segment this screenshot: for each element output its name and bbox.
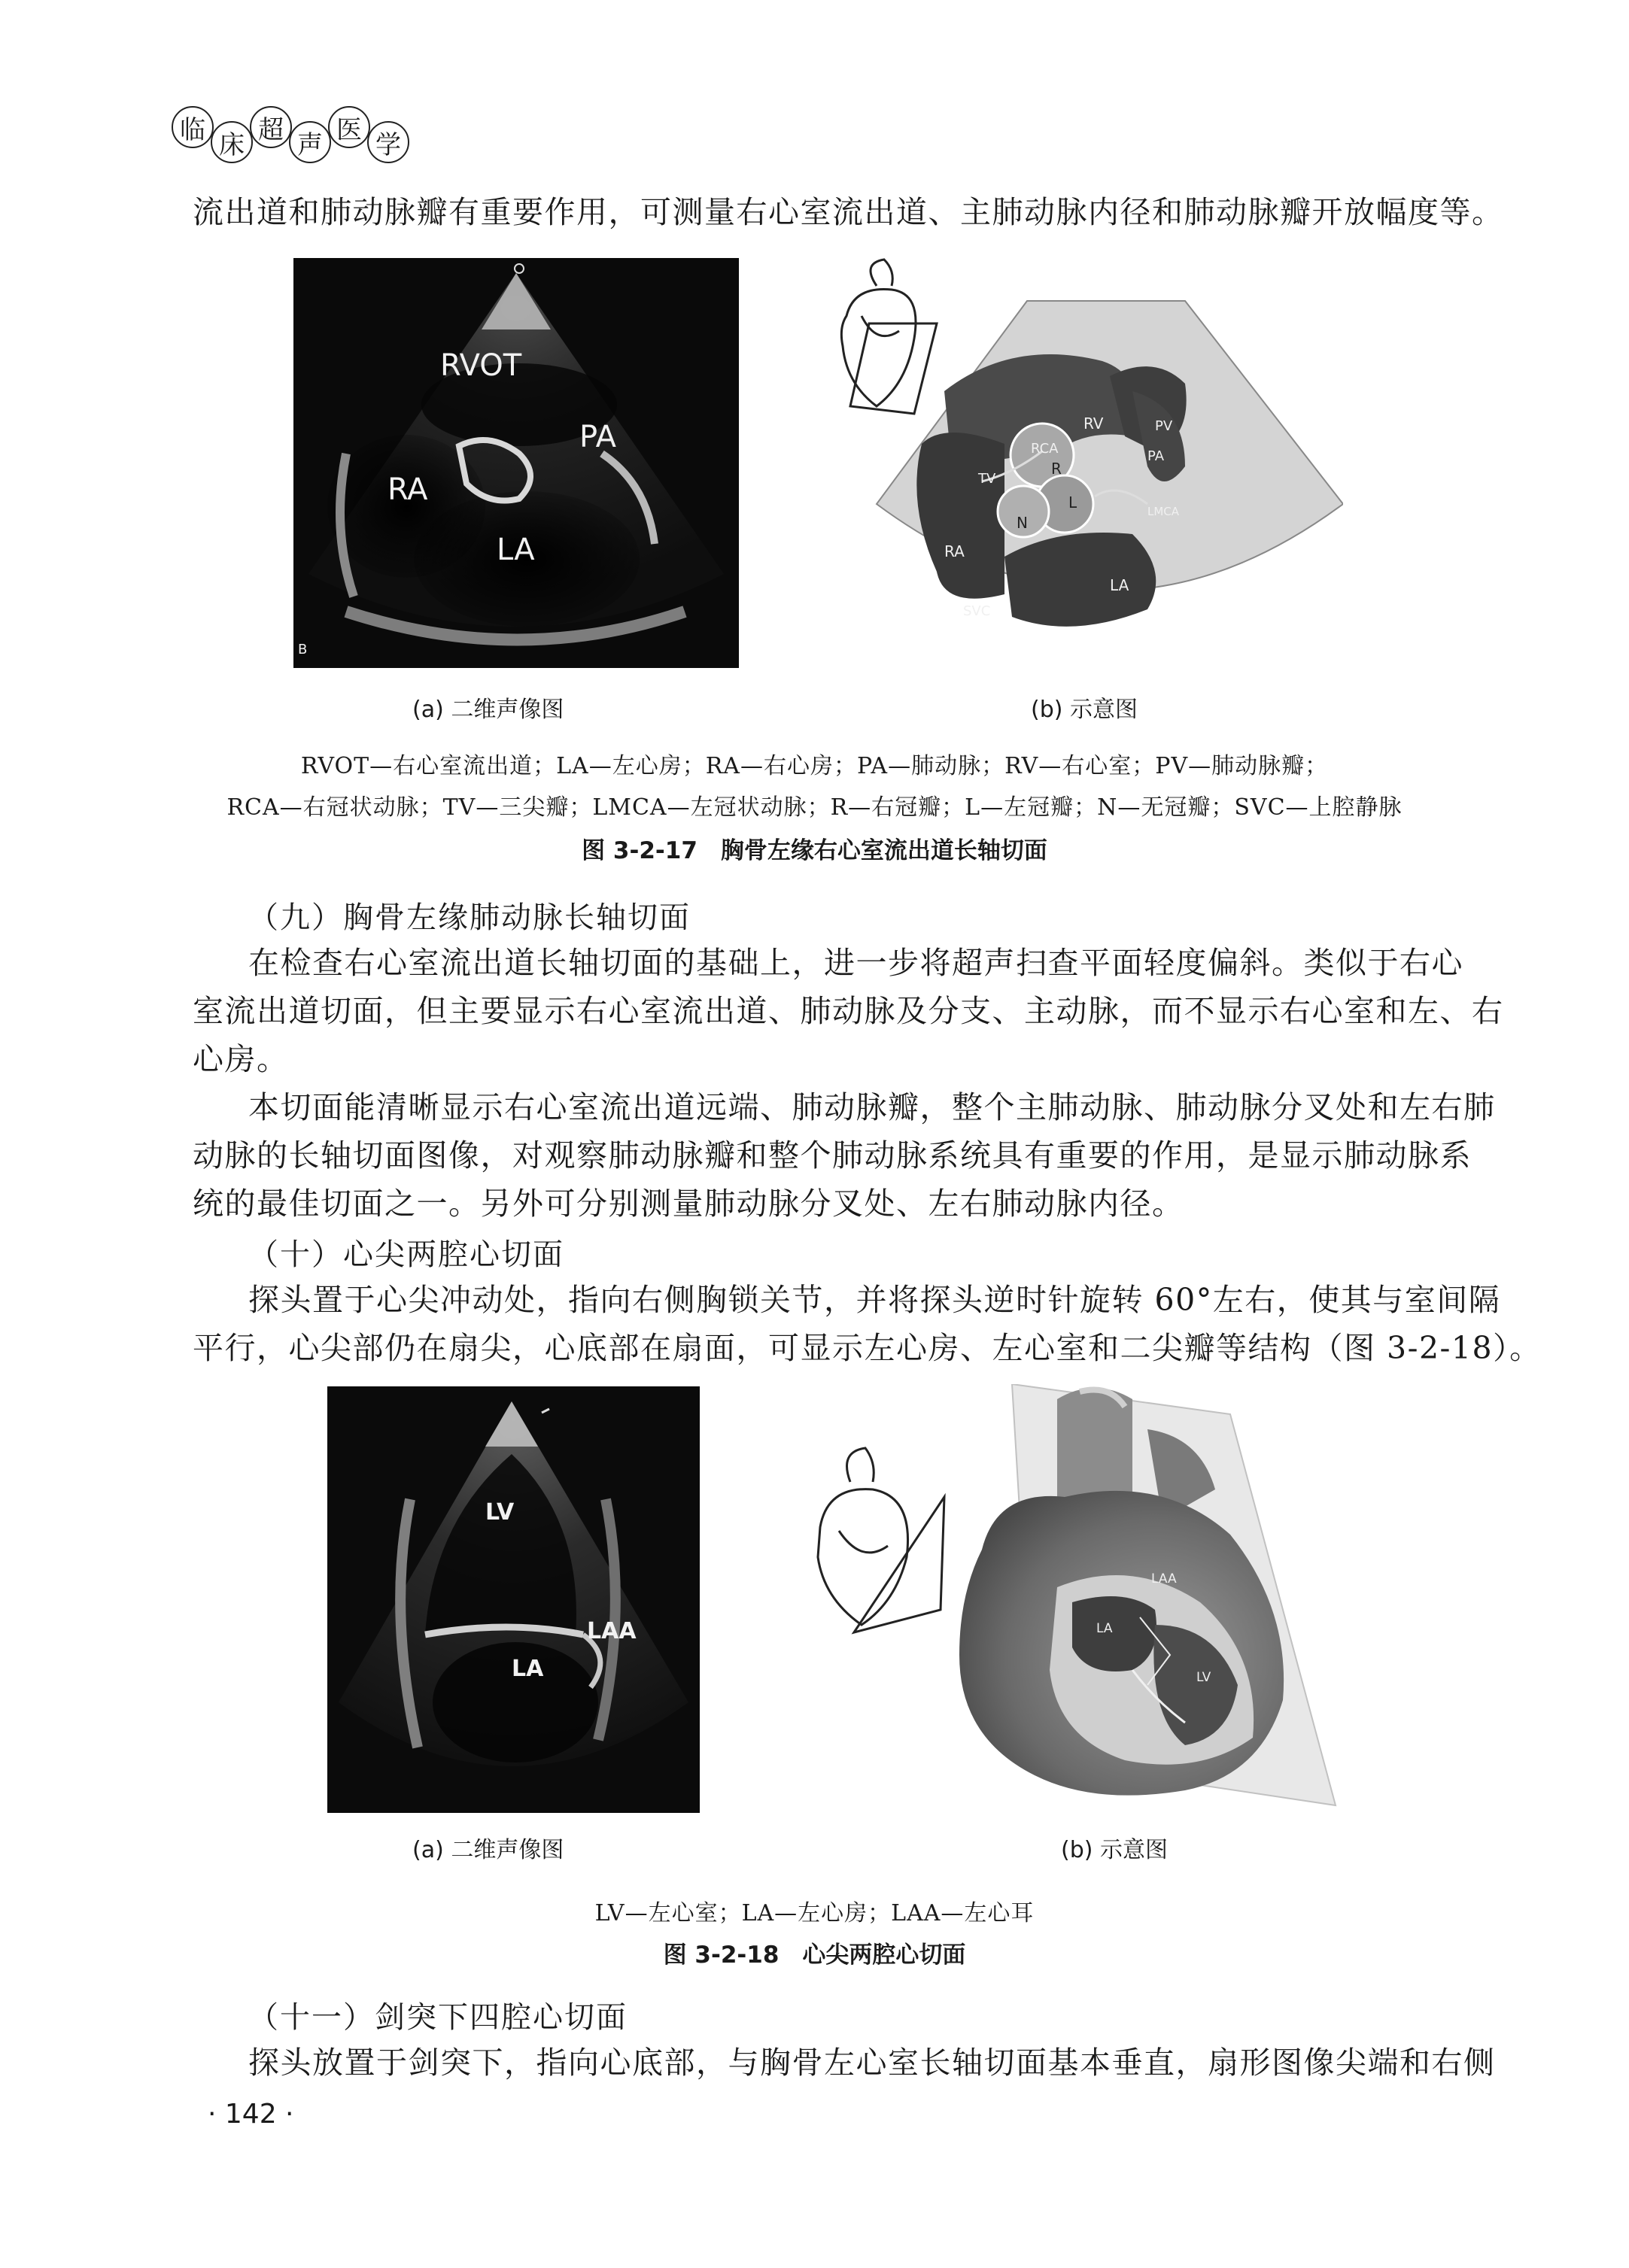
label-pa: PA [579, 420, 616, 454]
figure18-title: 图 3-2-18 心尖两腔心切面 [663, 1942, 966, 1969]
header-char: 学 [367, 121, 409, 163]
page-number: · 142 · [208, 2099, 294, 2130]
label-lv: LV [485, 1499, 515, 1526]
diag-label-rv: RV [1083, 414, 1104, 433]
section11-p1-line1: 探头放置于剑突下，指向心底部，与胸骨左心室长轴切面基本垂直，扇形图像尖端和右侧 [248, 2045, 1496, 2081]
figure17-legend-line2: RCA—右冠状动脉；TV—三尖瓣；LMCA—左冠状动脉；R—右冠瓣；L—左冠瓣；N—无冠瓣；SVC—上腔静脉 [226, 794, 1403, 821]
section10-p1-line1: 探头置于心尖冲动处，指向右侧胸锁关节，并将探头逆时针旋转 60°左右，使其与室间隔 [248, 1282, 1501, 1318]
label-la: LA [497, 533, 535, 567]
diag-label-lv: LV [1196, 1670, 1211, 1685]
figure18-subcaption-b: (b) 示意图 [1061, 1837, 1168, 1863]
diag-label-ra: RA [944, 542, 965, 560]
diag-label-l: L [1068, 493, 1077, 512]
figure18-ultrasound [327, 1386, 700, 1813]
diag-label-pv: PV [1155, 418, 1173, 434]
figure18-ultrasound-image [327, 1386, 700, 1813]
figure17-subcaption-b: (b) 示意图 [1031, 697, 1138, 723]
figure17-diagram [831, 256, 1343, 677]
diag-label-la: LA [1096, 1621, 1113, 1636]
section9-p1-line3: 心房。 [193, 1041, 289, 1077]
figure17-subcaption-a: (a) 二维声像图 [412, 697, 564, 723]
figure18-legend: LV—左心室；LA—左心房；LAA—左心耳 [594, 1900, 1035, 1926]
figure17-ultrasound-image [293, 258, 739, 668]
section9-p2-line1: 本切面能清晰显示右心室流出道远端、肺动脉瓣，整个主肺动脉、肺动脉分叉处和左右肺 [248, 1089, 1496, 1125]
figure18-diagram [809, 1384, 1343, 1813]
figure17-legend-line1: RVOT—右心室流出道；LA—左心房；RA—右心房；PA—肺动脉；RV—右心室；PV—肺动脉瓣； [300, 753, 1329, 779]
section9-p1-line1: 在检查右心室流出道长轴切面的基础上，进一步将超声扫查平面轻度偏斜。类似于右心 [248, 945, 1463, 981]
figure17-diagram-image [831, 256, 1343, 677]
diag-label-laa: LAA [1151, 1571, 1177, 1586]
figure18-diagram-image [809, 1384, 1343, 1813]
section10-p1-line2: 平行，心尖部仍在扇尖，心底部在扇面，可显示左心房、左心室和二尖瓣等结构（图 3-2-18）。 [193, 1330, 1542, 1366]
figure17-ultrasound [293, 258, 739, 668]
diag-label-lmca: LMCA [1147, 505, 1180, 518]
header-char: 床 [211, 121, 253, 163]
label-ra: RA [387, 472, 428, 507]
intro-line: 流出道和肺动脉瓣有重要作用，可测量右心室流出道、主肺动脉内径和肺动脉瓣开放幅度等。 [193, 194, 1504, 230]
header-char: 超 [250, 106, 292, 148]
diag-label-rca: RCA [1031, 441, 1059, 457]
label-rvot: RVOT [440, 348, 522, 383]
header-char: 临 [172, 106, 214, 148]
label-laa: LAA [587, 1618, 637, 1644]
section9-heading: （九）胸骨左缘肺动脉长轴切面 [248, 900, 691, 935]
section9-p2-line2: 动脉的长轴切面图像，对观察肺动脉瓣和整个肺动脉系统具有重要的作用，是显示肺动脉系 [193, 1137, 1472, 1173]
diag-label-pa: PA [1147, 448, 1165, 464]
section11-heading: （十一）剑突下四腔心切面 [248, 2000, 628, 2035]
figure17-title: 图 3-2-17 胸骨左缘右心室流出道长轴切面 [582, 837, 1047, 864]
header-char: 声 [289, 121, 331, 163]
running-header [172, 102, 473, 169]
diag-label-la: LA [1110, 576, 1129, 594]
section9-p1-line2: 室流出道切面，但主要显示右心室流出道、肺动脉及分支、主动脉，而不显示右心室和左、右 [193, 993, 1504, 1029]
figure18-subcaption-a: (a) 二维声像图 [412, 1837, 564, 1863]
label-corner: B [298, 642, 308, 657]
diag-label-n: N [1017, 514, 1028, 532]
diag-label-tv: TV [978, 471, 996, 487]
section9-p2-line3: 统的最佳切面之一。另外可分别测量肺动脉分叉处、左右肺动脉内径。 [193, 1186, 1184, 1222]
diag-label-svc: SVC [963, 603, 991, 619]
diag-label-r: R [1051, 460, 1062, 478]
header-char: 医 [328, 106, 370, 148]
label-la: LA [512, 1656, 544, 1682]
section10-heading: （十）心尖两腔心切面 [248, 1237, 564, 1272]
